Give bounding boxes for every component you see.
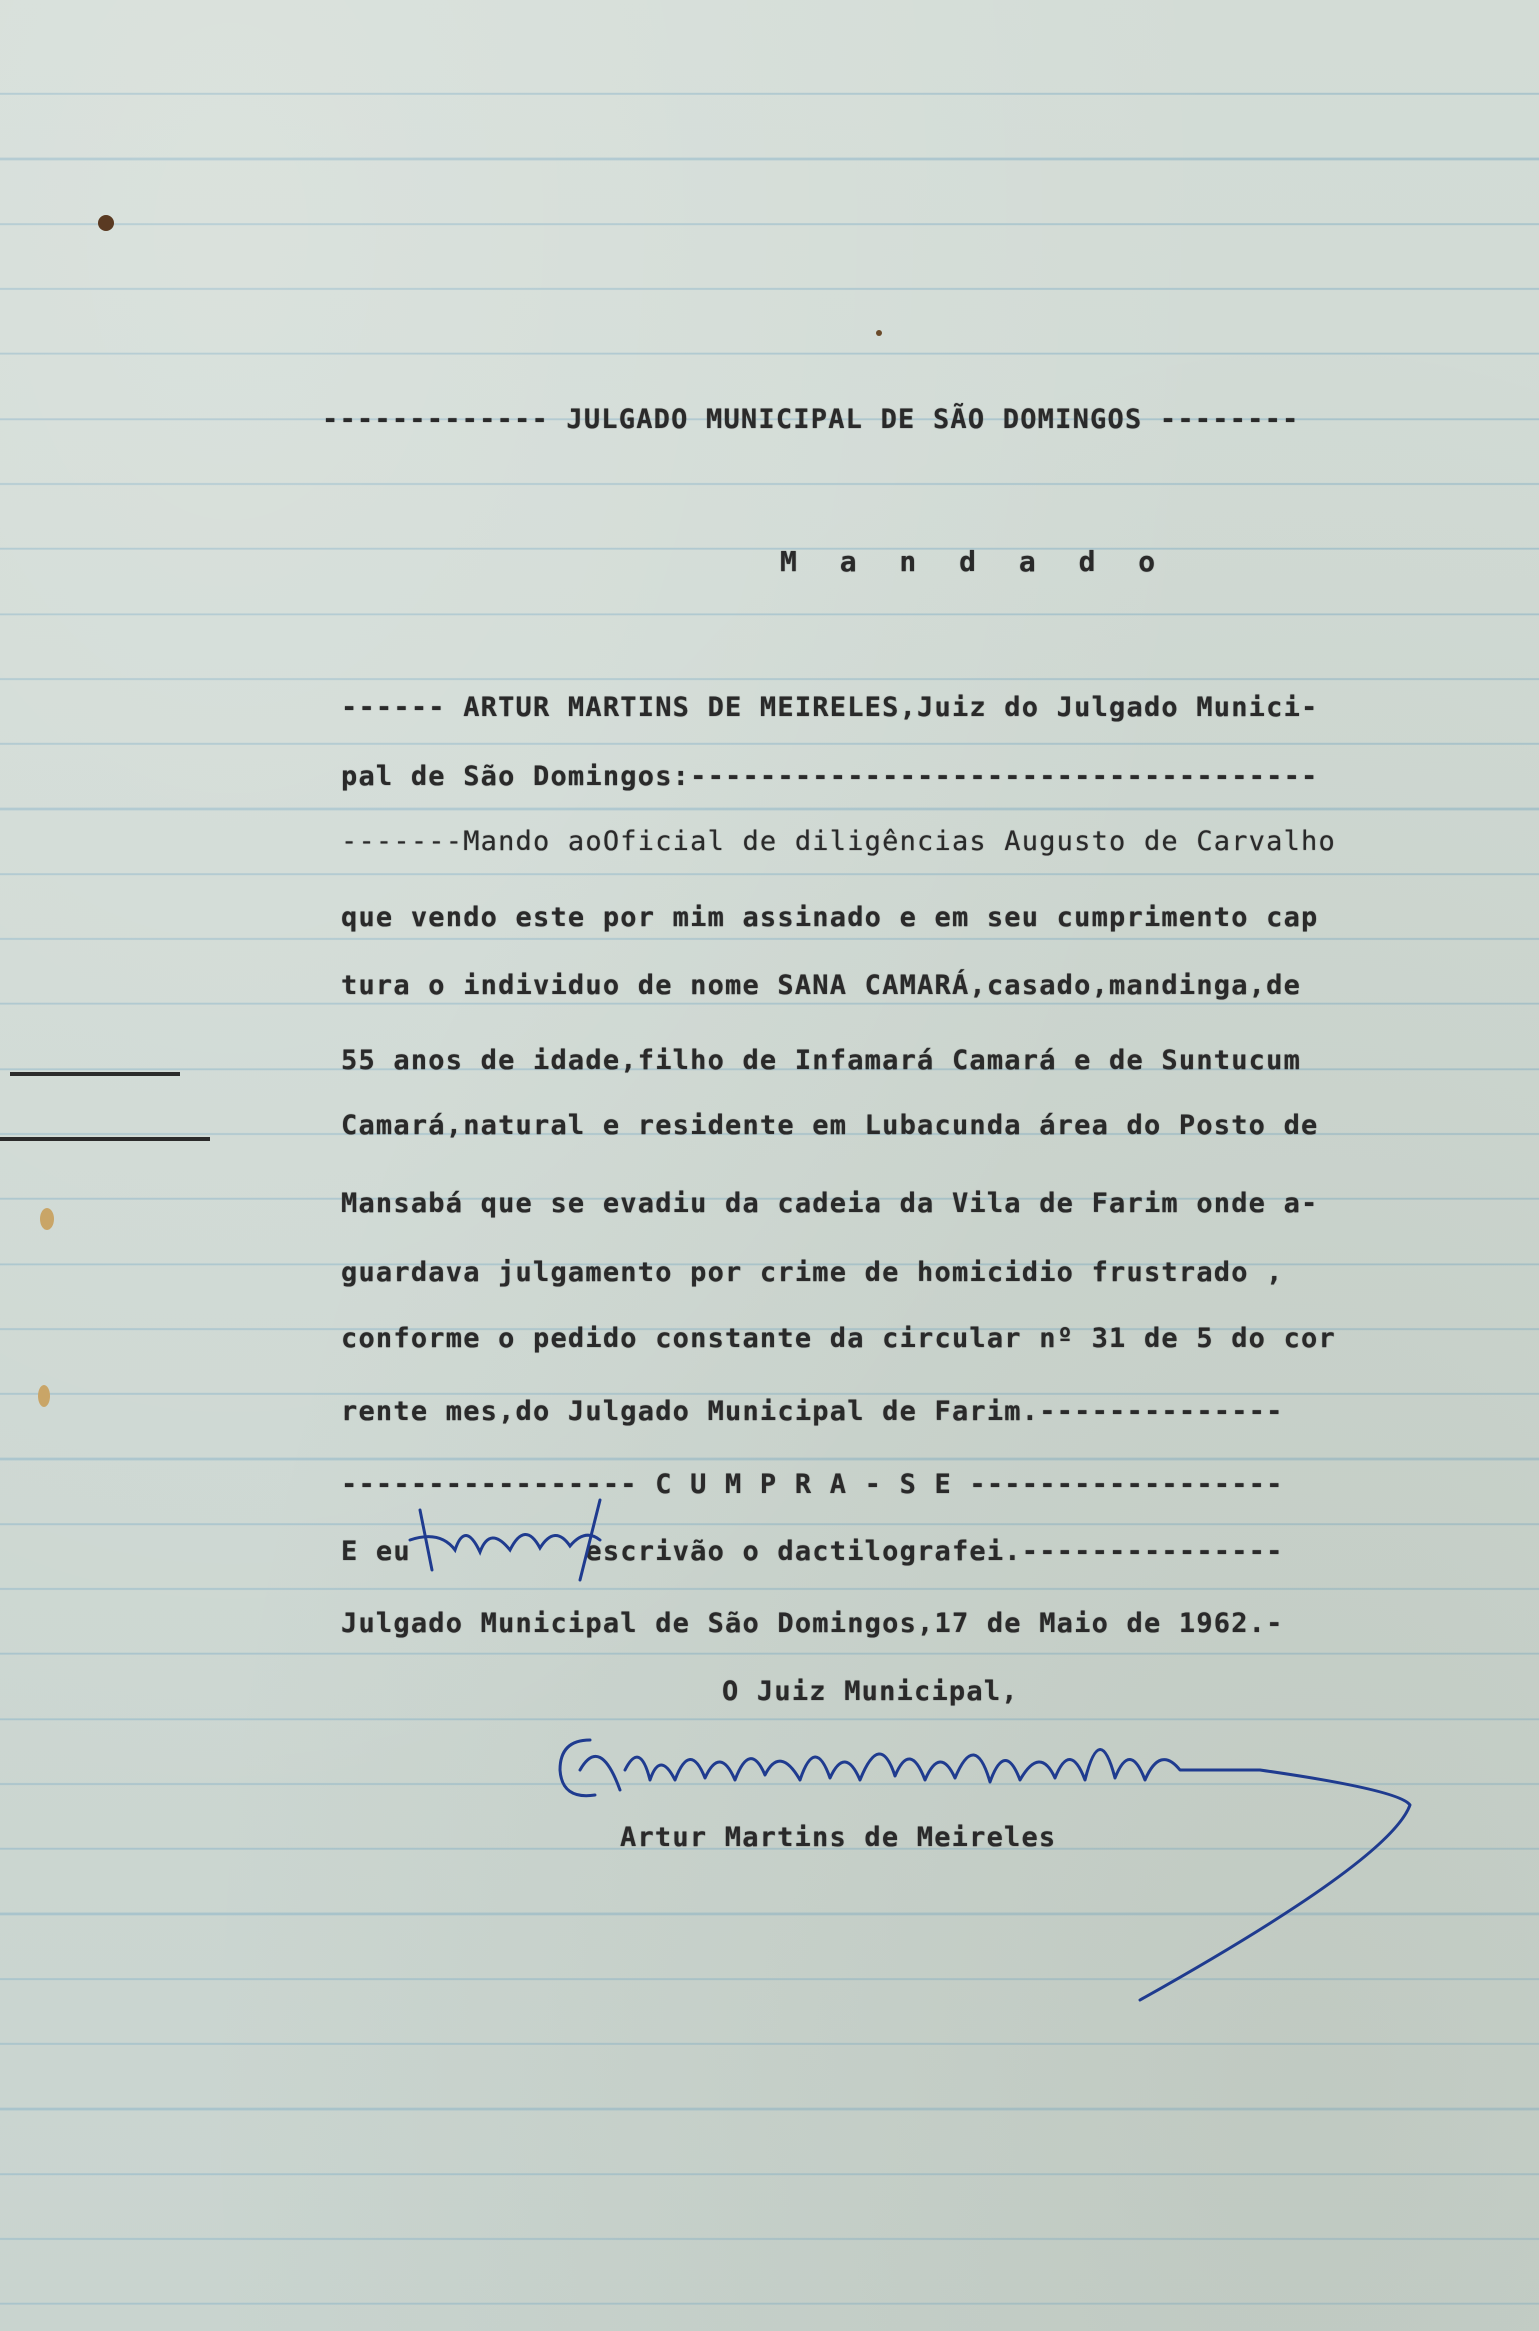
rust-stain <box>38 1385 50 1407</box>
body-line: conforme o pedido constante da circular nº 31 de 5 do cor <box>341 1323 1336 1354</box>
rust-stain <box>40 1208 54 1230</box>
document-title: M a n d a d o <box>780 545 1169 578</box>
body-line: pal de São Domingos:------------------------------------ <box>341 761 1319 792</box>
clerk-signature <box>400 1480 630 1590</box>
rust-stain <box>876 330 882 336</box>
rust-stain <box>98 215 114 231</box>
margin-ink-mark <box>0 1137 210 1141</box>
court-header: ------------- JULGADO MUNICIPAL DE SÃO DOMINGOS -------- <box>322 404 1300 435</box>
closing-text: O Juiz Municipal, <box>722 1676 1019 1707</box>
body-line: 55 anos de idade,filho de Infamará Camará e de Suntucum <box>341 1045 1302 1076</box>
body-line: Camará,natural e residente em Lubacunda área do Posto de <box>341 1110 1319 1141</box>
margin-ink-mark <box>10 1072 180 1076</box>
body-line: Mansabá que se evadiu da cadeia da Vila de Farim onde a- <box>341 1188 1319 1219</box>
date-line: Julgado Municipal de São Domingos,17 de Maio de 1962.- <box>341 1608 1284 1639</box>
body-line: ------ ARTUR MARTINS DE MEIRELES,Juiz do Julgado Munici- <box>341 692 1319 723</box>
body-line: rente mes,do Julgado Municipal de Farim.-------------- <box>341 1396 1284 1427</box>
body-line: tura o individuo de nome SANA CAMARÁ,casado,mandinga,de <box>341 970 1302 1001</box>
body-line: guardava julgamento por crime de homicidio frustrado , <box>341 1257 1284 1288</box>
signatory-name: Artur Martins de Meireles <box>620 1822 1057 1853</box>
cumpra-se-line: ----------------- C U M P R A - S E ------------------ <box>341 1469 1284 1500</box>
clerk-line: E eu escrivão o dactilografei.--------------- <box>341 1536 1284 1567</box>
judge-signature <box>540 1700 1440 2040</box>
body-line: -------Mando aoOficial de diligências Augusto de Carvalho <box>341 826 1336 857</box>
body-line: que vendo este por mim assinado e em seu cumprimento cap <box>341 902 1319 933</box>
